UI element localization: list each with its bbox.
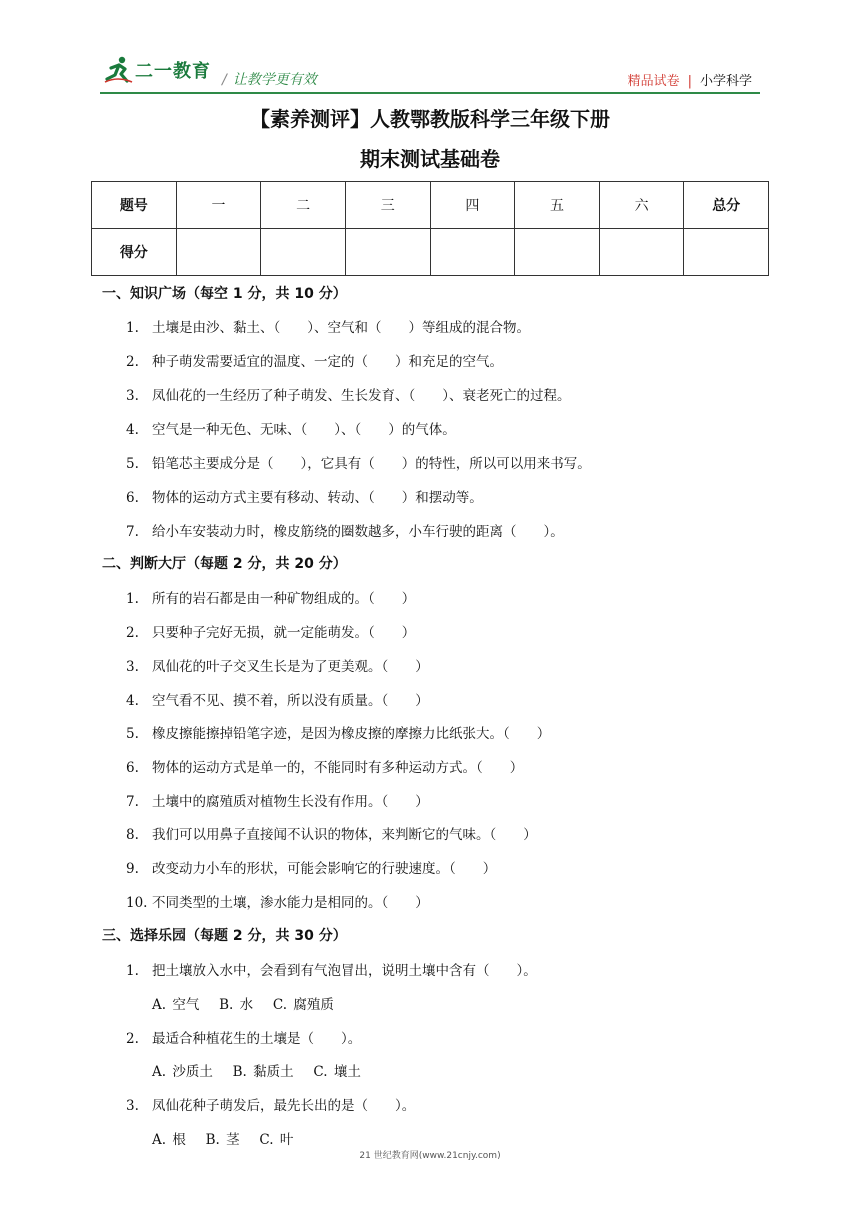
score-cell[interactable] [599, 229, 684, 276]
logo [103, 55, 211, 85]
score-header-cell: 三 [345, 182, 430, 229]
score-header-cell: 四 [430, 182, 515, 229]
section-3-title: 三、选择乐园（每题 2 分，共 30 分） [102, 928, 347, 944]
page-header [0, 0, 860, 100]
question-item: 3. 凤仙花的一生经历了种子萌发、生长发育、（ ）、衰老死亡的过程。 [126, 388, 571, 404]
question-item: 4. 空气看不见、摸不着，所以没有质量。（ ） [126, 693, 429, 709]
question-item: 2. 最适合种植花生的土壤是（ ）。 [126, 1031, 362, 1047]
score-cell[interactable] [515, 229, 600, 276]
score-cell[interactable] [684, 229, 769, 276]
question-options: A. 沙质土 B. 黏质土 C. 壤土 [152, 1064, 361, 1080]
score-header-cell: 二 [261, 182, 346, 229]
score-cell[interactable] [430, 229, 515, 276]
question-item: 5. 橡皮擦能擦掉铅笔字迹，是因为橡皮擦的摩擦力比纸张大。（ ） [126, 726, 551, 742]
score-row-label: 得分 [92, 229, 177, 276]
question-item: 2. 只要种子完好无损，就一定能萌发。（ ） [126, 625, 416, 641]
question-item: 5. 铅笔芯主要成分是（ ），它具有（ ）的特性，所以可以用来书写。 [126, 456, 591, 472]
score-cell[interactable] [176, 229, 261, 276]
question-options: A. 空气 B. 水 C. 腐殖质 [152, 997, 334, 1013]
question-item: 1. 所有的岩石都是由一种矿物组成的。（ ） [126, 591, 416, 607]
score-header-cell: 总分 [684, 182, 769, 229]
header-tag: 精品试卷 | 小学科学 [627, 74, 752, 89]
slogan: / 让教学更有效 [222, 72, 317, 88]
score-cell[interactable] [345, 229, 430, 276]
logo-text: 二一教育 [135, 61, 211, 82]
section-1-title: 一、知识广场（每空 1 分，共 10 分） [102, 286, 347, 302]
page-title: 【素养测评】人教鄂教版科学三年级下册 [250, 107, 610, 131]
question-item: 7. 给小车安装动力时，橡皮筋绕的圈数越多，小车行驶的距离（ ）。 [126, 524, 564, 540]
score-cell[interactable] [261, 229, 346, 276]
question-item: 7. 土壤中的腐殖质对植物生长没有作用。（ ） [126, 794, 429, 810]
page-subtitle: 期末测试基础卷 [360, 147, 500, 171]
page-footer: 21 世纪教育网(www.21cnjy.com) [359, 1151, 501, 1161]
question-item: 9. 改变动力小车的形状，可能会影响它的行驶速度。（ ） [126, 861, 497, 877]
question-item: 10. 不同类型的土壤，渗水能力是相同的。（ ） [126, 895, 429, 911]
question-item: 1. 把土壤放入水中，会看到有气泡冒出，说明土壤中含有（ ）。 [126, 963, 537, 979]
tag-right: 小学科学 [699, 74, 752, 89]
question-options: A. 根 B. 茎 C. 叶 [152, 1132, 294, 1148]
score-header-cell: 题号 [92, 182, 177, 229]
score-table-score-row [92, 229, 769, 276]
score-header-cell: 五 [515, 182, 600, 229]
question-item: 4. 空气是一种无色、无味、（ ）、（ ）的气体。 [126, 422, 456, 438]
question-item: 3. 凤仙花种子萌发后，最先长出的是（ ）。 [126, 1098, 416, 1114]
score-table-header-row [92, 182, 769, 229]
question-item: 8. 我们可以用鼻子直接闻不认识的物体，来判断它的气味。（ ） [126, 827, 537, 843]
question-item: 2. 种子萌发需要适宜的温度、一定的（ ）和充足的空气。 [126, 354, 503, 370]
score-header-cell: 六 [599, 182, 684, 229]
question-item: 3. 凤仙花的叶子交叉生长是为了更美观。（ ） [126, 659, 429, 675]
question-item: 6. 物体的运动方式是单一的，不能同时有多种运动方式。（ ） [126, 760, 524, 776]
section-2-title: 二、判断大厅（每题 2 分，共 20 分） [102, 556, 347, 572]
score-header-cell: 一 [176, 182, 261, 229]
header-divider [100, 92, 760, 94]
question-item: 1. 土壤是由沙、黏土、（ ）、空气和（ ）等组成的混合物。 [126, 320, 530, 336]
runner-logo-icon [103, 55, 133, 85]
question-item: 6. 物体的运动方式主要有移动、转动、（ ）和摆动等。 [126, 490, 483, 506]
score-table [91, 181, 769, 276]
tag-left: 精品试卷 [627, 74, 680, 89]
